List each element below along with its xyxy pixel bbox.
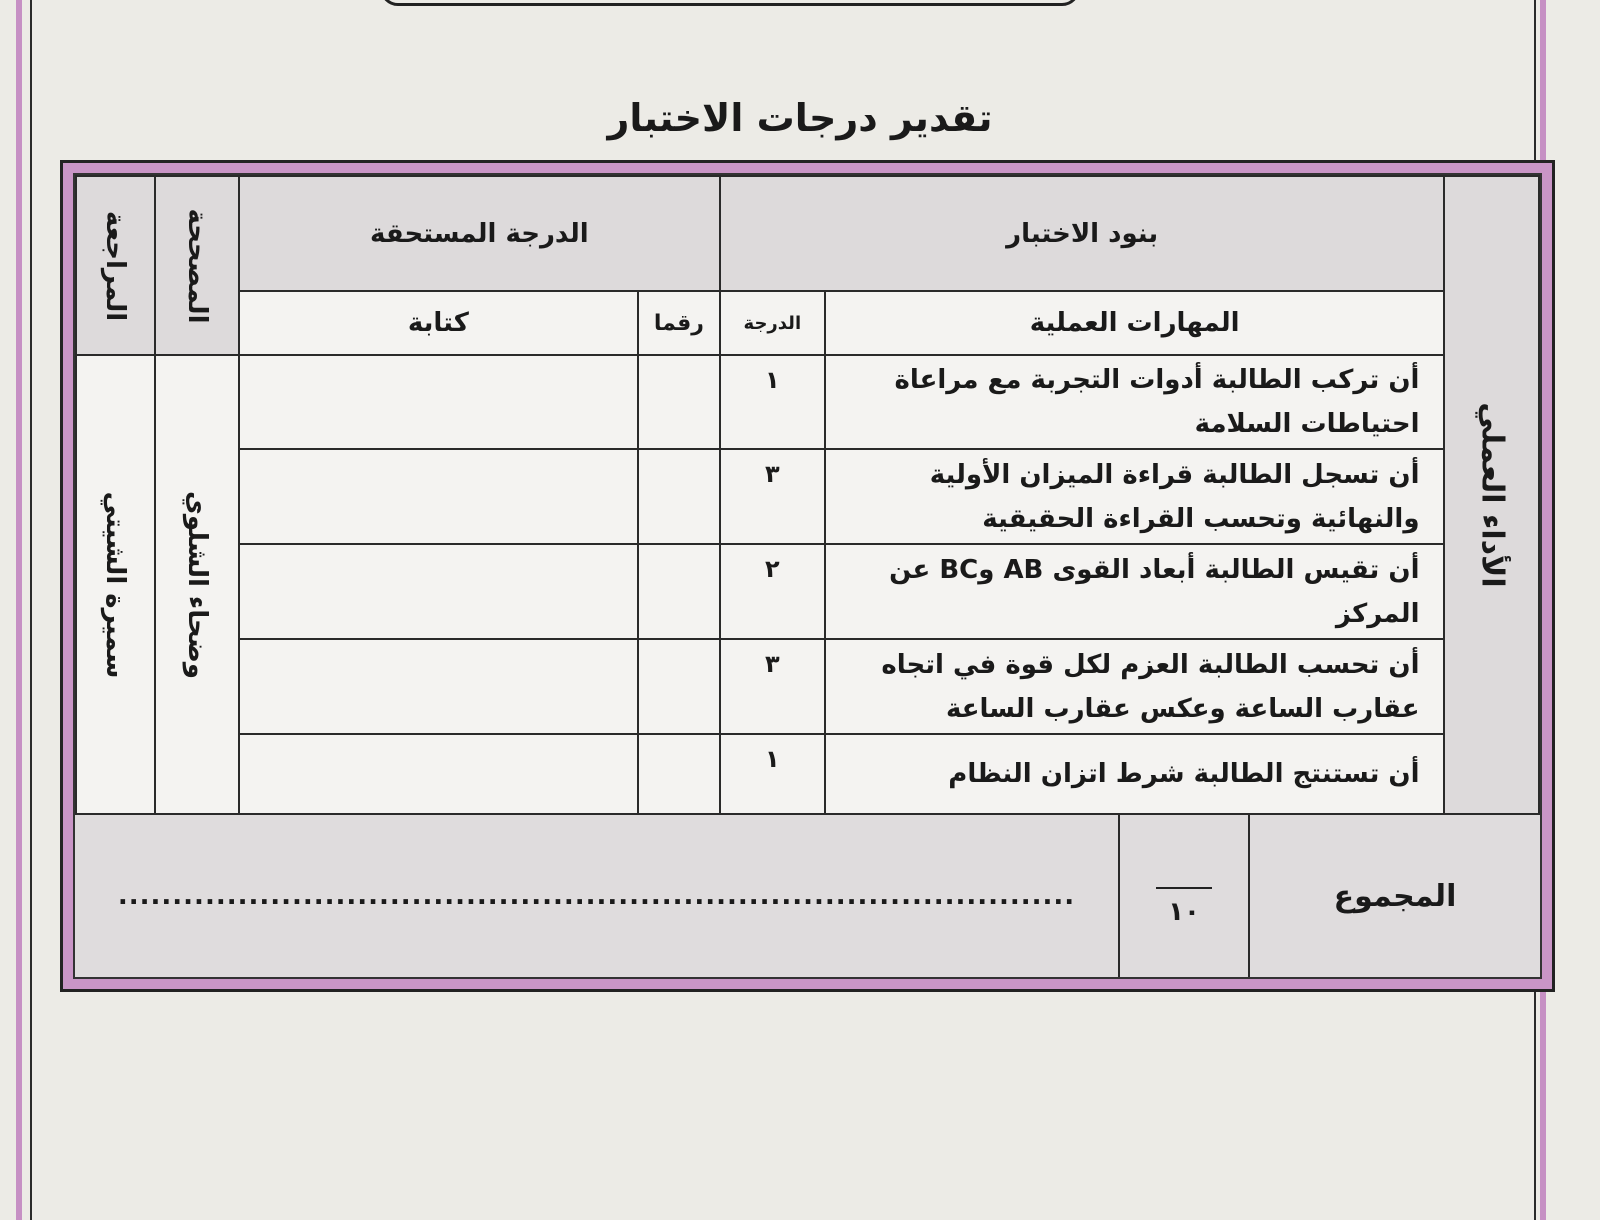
- grading-table-panel: [73, 173, 1542, 979]
- reviewer-header-cell: [76, 176, 155, 355]
- table-row: [76, 639, 1539, 734]
- skill-text: أن تركب الطالبة أدوات التجربة مع مراعاة احتياطات السلامة: [825, 355, 1445, 449]
- in-numbers-header: رقما: [638, 291, 720, 355]
- skill-text: أن تحسب الطالبة العزم لكل قوة في اتجاه عقارب الساعة وعكس عقارب الساعة: [825, 639, 1445, 734]
- score-fraction-line: [1156, 887, 1212, 889]
- corrector-name-cell: [155, 355, 239, 814]
- skill-text: أن تقيس الطالبة أبعاد القوى AB وBC عن المركز: [825, 544, 1445, 639]
- score-number-cell[interactable]: [638, 355, 720, 449]
- table-row: [76, 734, 1539, 814]
- table-row: [76, 355, 1539, 449]
- grading-table: [75, 175, 1540, 815]
- score-words-cell[interactable]: [239, 544, 638, 639]
- page-title: تقدير درجات الاختبار: [607, 96, 993, 140]
- test-items-header: بنود الاختبار: [720, 176, 1445, 291]
- score-words-cell[interactable]: [239, 449, 638, 544]
- skill-degree: ١: [720, 734, 825, 814]
- top-tab-outline: [380, 0, 1080, 6]
- corrector-name: وضحاء الشلوي: [181, 490, 212, 679]
- reviewer-header: المراجعة: [100, 210, 131, 321]
- practical-skills-header: المهارات العملية: [825, 291, 1445, 355]
- total-dotted-line[interactable]: ........................................................................................: [117, 881, 1076, 911]
- skill-degree: ٣: [720, 639, 825, 734]
- total-row: [75, 815, 1540, 977]
- total-max-score: ١٠: [1168, 897, 1200, 927]
- score-number-cell[interactable]: [638, 734, 720, 814]
- table-row: [76, 544, 1539, 639]
- score-number-cell[interactable]: [638, 639, 720, 734]
- degree-header: الدرجة: [720, 291, 825, 355]
- skill-degree: ١: [720, 355, 825, 449]
- earned-score-header: الدرجة المستحقة: [239, 176, 720, 291]
- score-number-cell[interactable]: [638, 544, 720, 639]
- score-number-cell[interactable]: [638, 449, 720, 544]
- skill-text: أن تسجل الطالبة قراءة الميزان الأولية والنهائية وتحسب القراءة الحقيقية: [825, 449, 1445, 544]
- skill-degree: ٣: [720, 449, 825, 544]
- reviewer-name: سميرة الشيتي: [100, 491, 131, 678]
- total-score-box[interactable]: [1118, 815, 1248, 977]
- section-label-cell: [1444, 176, 1539, 814]
- score-words-cell[interactable]: [239, 355, 638, 449]
- section-label: الأداء العملي: [1474, 402, 1510, 588]
- table-row: [76, 449, 1539, 544]
- total-label: المجموع: [1248, 815, 1540, 977]
- grading-frame: [60, 160, 1555, 992]
- score-words-cell[interactable]: [239, 639, 638, 734]
- corrector-header-cell: [155, 176, 239, 355]
- in-words-header: كتابة: [239, 291, 638, 355]
- corrector-header: المصححة: [181, 208, 212, 323]
- reviewer-name-cell: [76, 355, 155, 814]
- skill-degree: ٢: [720, 544, 825, 639]
- score-words-cell[interactable]: [239, 734, 638, 814]
- skill-text: أن تستنتج الطالبة شرط اتزان النظام: [825, 734, 1445, 814]
